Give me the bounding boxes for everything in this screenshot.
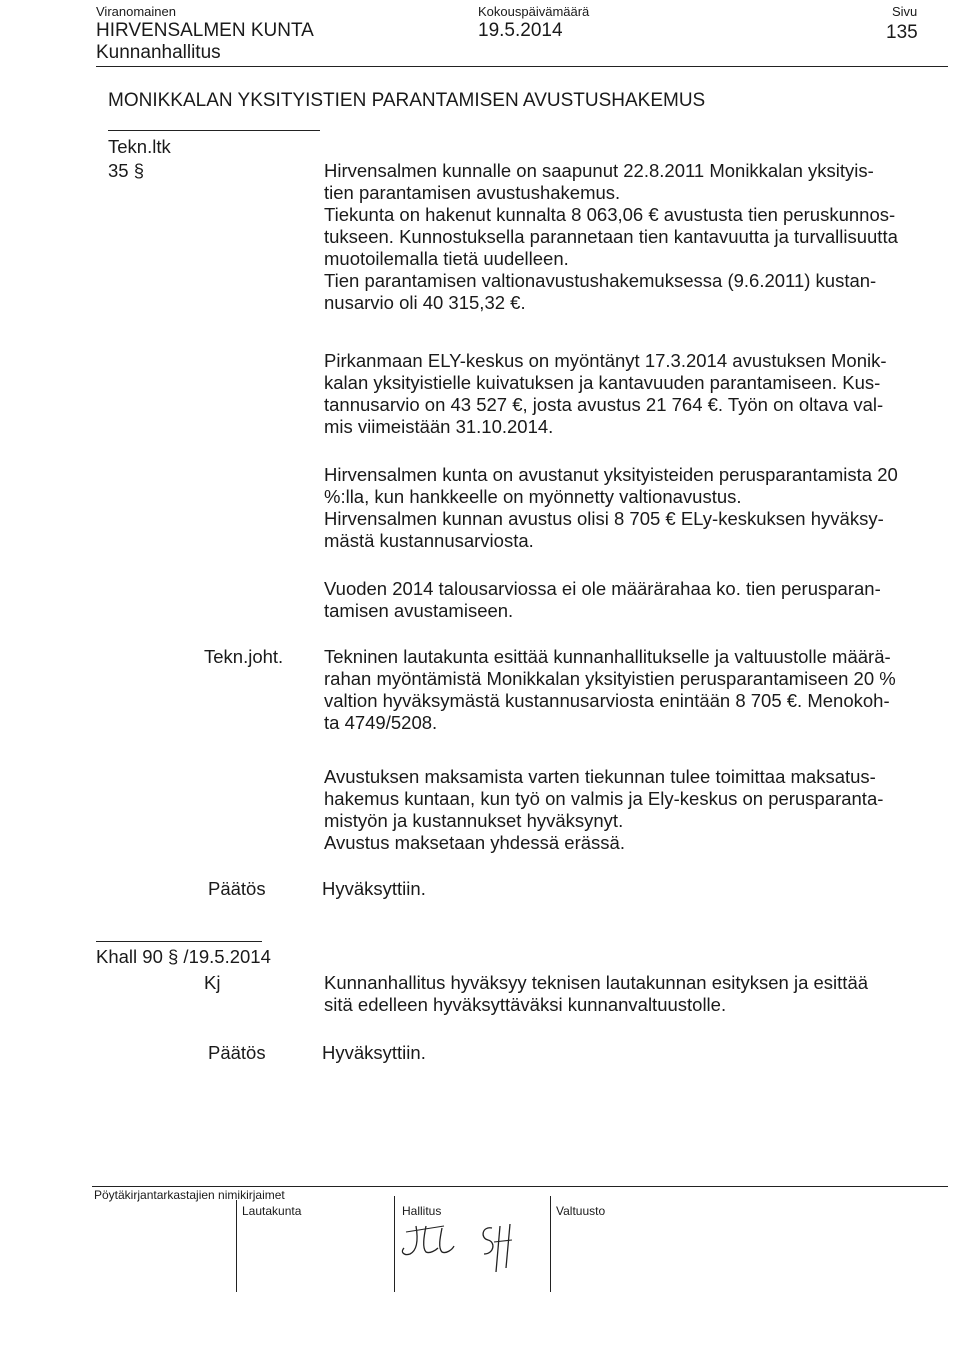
document-title: MONIKKALAN YKSITYISTIEN PARANTAMISEN AVUSTUSHAKEMUS [108, 90, 706, 111]
proposal-paragraph-1: Tekninen lautakunta esittää kunnanhallitukselle ja valtuustolle määrä- rahan myöntämistä Monikkalan yksityistien perusparantamiseen 20 % valtion hyväksymästä kustannusarviosta enintään 8 705 €. Menokoh- ta 4749/5208. [324, 646, 896, 733]
organization-name: HIRVENSALMEN KUNTA [96, 20, 314, 41]
proposal-paragraph-2: Avustuksen maksamista varten tiekunnan tulee toimittaa maksatus- hakemus kuntaan, kun työ on valmis ja Ely-keskus on perusparanta- mistyön ja kustannukset hyväksynyt. Avustus maksetaan yhdessä erässä. [324, 766, 884, 853]
board-proposal: Kunnanhallitus hyväksyy teknisen lautakunnan esityksen ja esittää sitä edelleen hyväksyttäväksi kunnanvaltuustolle. [324, 972, 869, 1015]
body-name: Kunnanhallitus [96, 42, 221, 63]
column-lautakunta: Lautakunta [242, 1204, 302, 1218]
column-divider [236, 1200, 237, 1292]
meeting-date: 19.5.2014 [478, 20, 563, 41]
footer-divider [92, 1186, 948, 1187]
column-hallitus: Hallitus [402, 1204, 442, 1218]
paragraph-3: Hirvensalmen kunta on avustanut yksityisteiden perusparantamista 20 %:lla, kun hankkeelle on myönnetty valtionavustus. Hirvensalmen kunnan avustus olisi 8 705 € ELy-keskuksen hyväksy- mästä kustannusarviosta. [324, 464, 898, 551]
header-divider [96, 66, 948, 67]
board-reference: Khall 90 § /19.5.2014 [96, 946, 271, 967]
column-divider [550, 1196, 551, 1292]
page-label: Sivu [892, 4, 918, 19]
proposer-label: Kj [204, 972, 221, 993]
decision-text: Hyväksyttiin. [322, 878, 426, 899]
paragraph-4: Vuoden 2014 talousarviossa ei ole määrärahaa ko. tien perusparan- tamisen avustamiseen. [324, 578, 881, 621]
meeting-date-label: Kokouspäivämäärä [478, 4, 590, 19]
reference-label: Tekn.ltk [108, 136, 171, 157]
column-divider [394, 1196, 395, 1292]
decision-label: Päätös [208, 878, 266, 899]
paragraph-2: Pirkanmaan ELY-keskus on myöntänyt 17.3.2014 avustuksen Monik- kalan yksityistielle kuivatuksen ja kantavuuden parantamiseen. Kus- tannusarvio on 43 527 €, josta avustus 21 764 €. Työn on oltava val- mis viimeistään 31.10.2014. [324, 350, 887, 437]
handwritten-initials [396, 1218, 546, 1278]
section-divider [96, 941, 262, 942]
initials-title: Pöytäkirjantarkastajien nimikirjaimet [94, 1188, 285, 1202]
page-number: 135 [886, 22, 918, 43]
section-number: 35 § [108, 160, 145, 181]
decision-text: Hyväksyttiin. [322, 1042, 426, 1063]
paragraph-1: Hirvensalmen kunnalle on saapunut 22.8.2011 Monikkalan yksityis- tien parantamisen avustushakemus. Tiekunta on hakenut kunnalta 8 063,06 € avustusta tien peruskunnos- tukseen. Kunnostuksella parannetaan tien kantavuutta ja turvallisuutta muotoilemalla tietä uudelleen. Tien parantamisen valtionavustushakemuksessa (9.6.2011) kustan- nusarvio oli 40 315,32 €. [324, 160, 898, 313]
authority-label: Viranomainen [96, 4, 176, 19]
section-divider [108, 130, 320, 131]
column-valtuusto: Valtuusto [556, 1204, 606, 1218]
proposal-label: Tekn.joht. [204, 646, 284, 667]
decision-label: Päätös [208, 1042, 266, 1063]
